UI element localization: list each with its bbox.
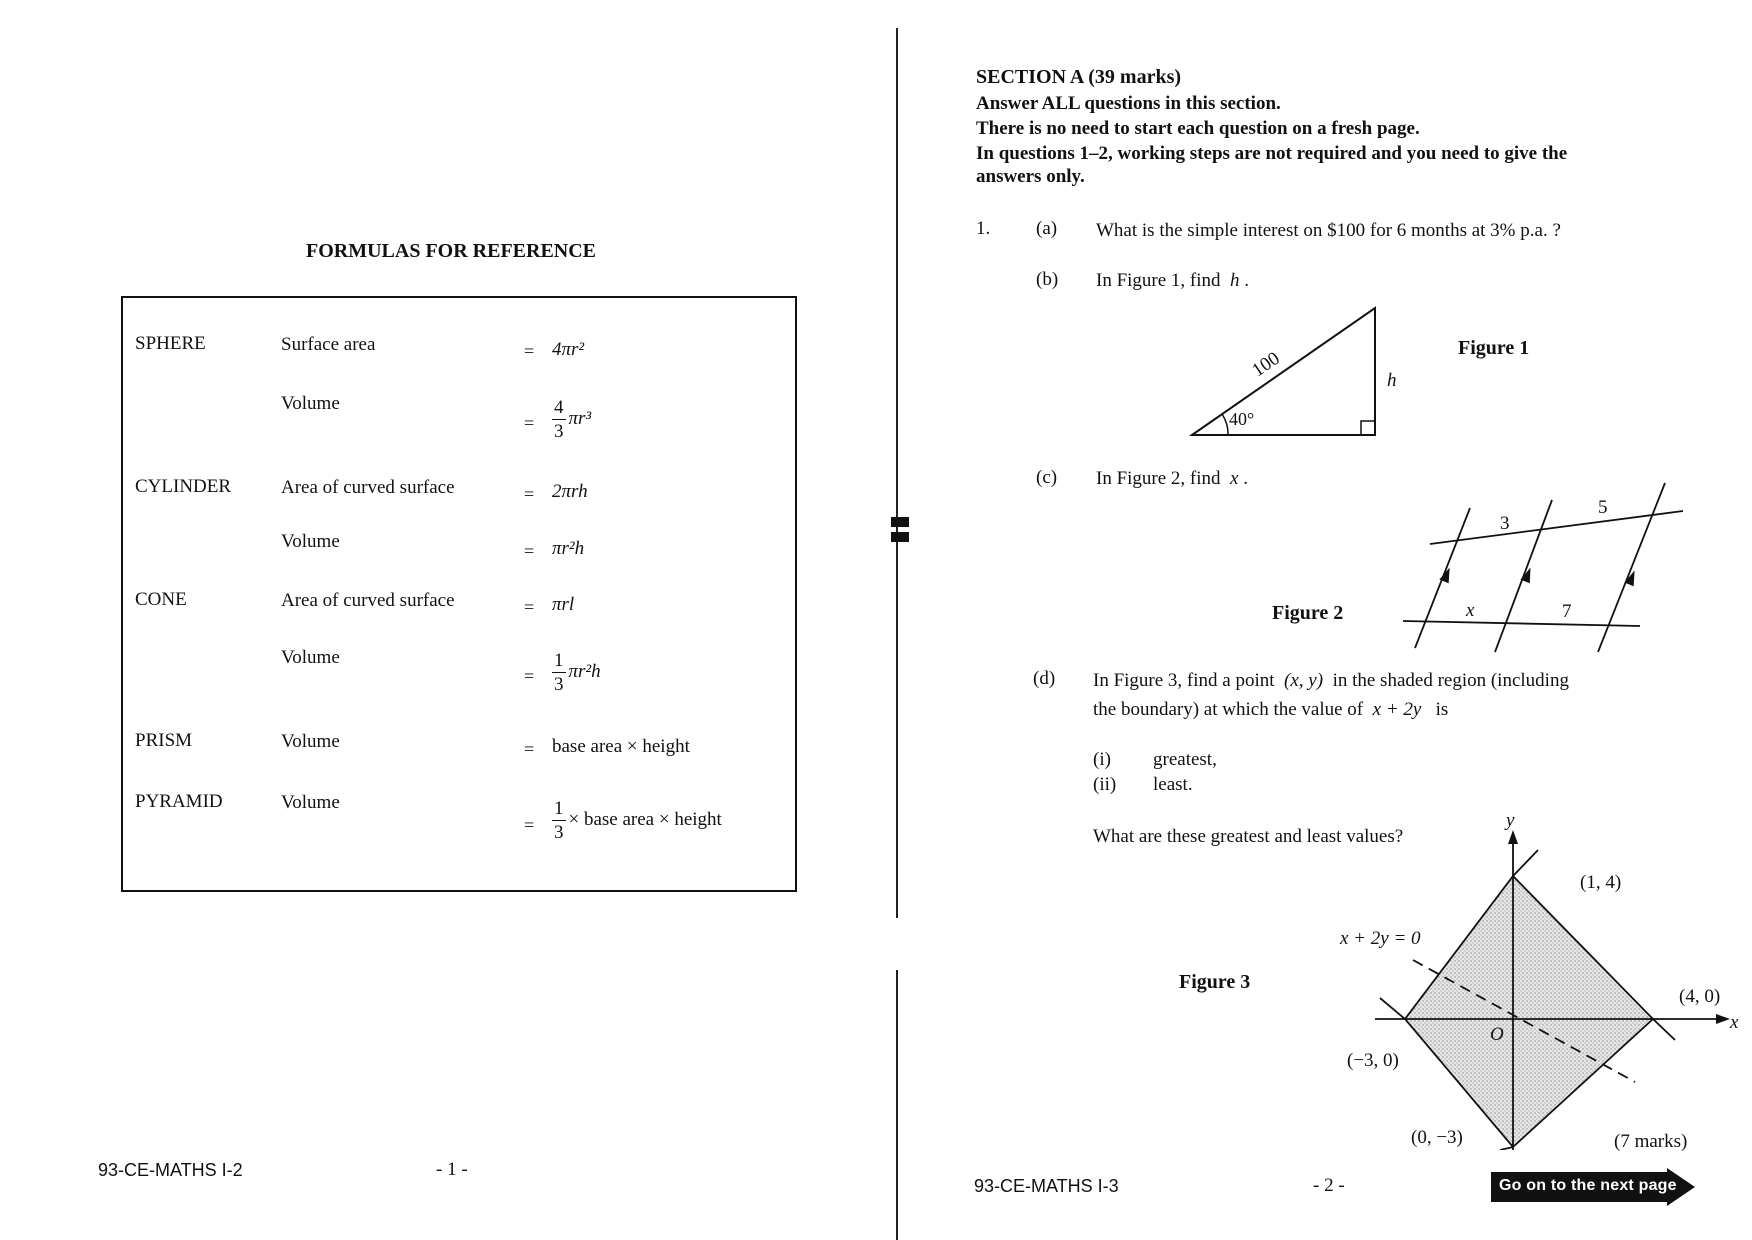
formula-tail: × base area × height (568, 808, 722, 830)
part-c-prompt: In Figure 2, find (1096, 468, 1221, 489)
part-label: (c) (1036, 467, 1058, 488)
section-title: SECTION A (39 marks) (976, 66, 1182, 88)
figure-3-point-right: (4, 0) (1679, 986, 1721, 1007)
part-d-text: in the shaded region (including (1332, 670, 1569, 691)
part-label: (d) (1033, 668, 1056, 689)
binding-mark (891, 517, 909, 527)
sub-part-text: greatest, (1153, 749, 1217, 770)
fraction-denominator: 3 (554, 674, 564, 695)
equals-sign: = (524, 666, 535, 686)
figure-3-y-axis-label: y (1506, 810, 1515, 831)
part-label: (b) (1036, 269, 1059, 290)
formula-tail: πr³ (568, 407, 592, 429)
part-d-text: In Figure 3, find a point (1093, 670, 1275, 691)
binding-mark (891, 532, 909, 542)
figure-1-triangle (1180, 300, 1410, 445)
solid-sphere: SPHERE (135, 333, 206, 354)
quantity-cone-volume: Volume (281, 647, 340, 668)
figure-1-label: Figure 1 (1458, 337, 1530, 359)
part-b-prompt: In Figure 1, find (1096, 270, 1221, 291)
equals-sign: = (524, 815, 535, 835)
quantity-sphere-volume: Volume (281, 393, 340, 414)
figure-2-label: Figure 2 (1272, 602, 1344, 624)
equals-sign: = (524, 413, 535, 433)
figure-1-angle: 40° (1229, 409, 1255, 429)
fraction-numerator: 1 (554, 798, 564, 819)
figure-2-parallel-lines (1400, 478, 1690, 656)
figure-3-point-top: (1, 4) (1580, 872, 1622, 893)
part-c-text (1096, 468, 1248, 490)
figure-2-bottom-segment-1: x (1466, 600, 1475, 621)
figure-1-side: h (1387, 370, 1397, 391)
figure-3-graph (1370, 820, 1750, 1150)
formula-cone-volume (552, 651, 601, 694)
figure-3-point-bottom: (0, −3) (1411, 1127, 1463, 1148)
footer-code-right: 93-CE-MATHS I-3 (974, 1176, 1119, 1196)
equals-sign: = (524, 341, 535, 361)
part-label: (a) (1036, 218, 1058, 239)
part-d-line-2 (1093, 699, 1448, 721)
part-b-text (1096, 270, 1249, 292)
fraction-denominator: 3 (554, 421, 564, 442)
figure-1-hypotenuse: 100 (1248, 347, 1284, 382)
figure-3-label: Figure 3 (1179, 971, 1251, 993)
page-divider (896, 28, 898, 918)
quantity-prism-volume: Volume (281, 731, 340, 752)
page-number-left: - 1 - (436, 1159, 468, 1180)
part-d-text: is (1435, 699, 1449, 720)
sub-part-label: (ii) (1093, 774, 1117, 795)
part-d-line-1 (1093, 670, 1569, 692)
footer-code-left: 93-CE-MATHS I-2 (98, 1160, 243, 1180)
formula-tail: πr²h (568, 660, 601, 682)
figure-2-bottom-segment-2: 7 (1562, 601, 1572, 622)
part-b-var: h (1230, 270, 1240, 291)
solid-cone: CONE (135, 589, 187, 610)
figure-2-top-segment-2: 5 (1598, 497, 1608, 518)
formula-cylinder-volume: πr²h (552, 538, 585, 559)
figure-3-point-left: (−3, 0) (1347, 1050, 1399, 1071)
page-number-right: - 2 - (1313, 1175, 1345, 1196)
solid-pyramid: PYRAMID (135, 791, 223, 812)
part-d-point: (x, y) (1284, 670, 1324, 691)
question-number: 1. (976, 218, 991, 239)
instruction-line: In questions 1–2, working steps are not required and you need to give the (976, 143, 1568, 164)
formula-pyramid-volume (552, 799, 722, 842)
quantity-pyramid-volume: Volume (281, 792, 340, 813)
next-page-text: Go on to the next page (1499, 1177, 1677, 1194)
formula-prism-volume: base area × height (552, 736, 690, 757)
equals-sign: = (524, 739, 535, 759)
sub-part-text: least. (1153, 774, 1193, 795)
figure-3-line-label: x + 2y = 0 (1340, 928, 1421, 949)
instruction-line: answers only. (976, 166, 1085, 187)
quantity-sphere-surface: Surface area (281, 334, 376, 355)
part-d-followup: What are these greatest and least values? (1093, 826, 1404, 847)
figure-2-top-segment-1: 3 (1500, 513, 1510, 534)
part-c-end: . (1243, 468, 1248, 489)
part-d-text: the boundary) at which the value of (1093, 699, 1364, 720)
formula-sphere-surface: 4πr² (552, 339, 585, 360)
part-a-text: What is the simple interest on $100 for 6 months at 3% p.a. ? (1096, 220, 1561, 241)
quantity-cylinder-curved: Area of curved surface (281, 477, 455, 498)
part-d-expression: x + 2y (1372, 699, 1422, 720)
part-b-end: . (1244, 270, 1250, 291)
page-divider (896, 970, 898, 1240)
fraction-numerator: 1 (554, 650, 564, 671)
solid-prism: PRISM (135, 730, 193, 751)
instruction-line: Answer ALL questions in this section. (976, 93, 1281, 114)
fraction-numerator: 4 (554, 397, 564, 418)
formulas-title: FORMULAS FOR REFERENCE (306, 240, 597, 262)
fraction-denominator: 3 (554, 822, 564, 843)
formula-cylinder-curved: 2πrh (552, 481, 588, 502)
figure-3-x-axis-label: x (1730, 1012, 1739, 1033)
equals-sign: = (524, 484, 535, 504)
formula-sphere-volume (552, 398, 591, 441)
equals-sign: = (524, 541, 535, 561)
part-c-var: x (1230, 468, 1239, 489)
marks-label: (7 marks) (1614, 1131, 1688, 1152)
sub-part-label: (i) (1093, 749, 1111, 770)
solid-cylinder: CYLINDER (135, 476, 232, 497)
formula-cone-curved: πrl (552, 594, 575, 615)
equals-sign: = (524, 597, 535, 617)
quantity-cone-curved: Area of curved surface (281, 590, 455, 611)
instruction-line: There is no need to start each question on a fresh page. (976, 118, 1420, 139)
figure-3-origin-label: O (1490, 1024, 1504, 1045)
quantity-cylinder-volume: Volume (281, 531, 340, 552)
